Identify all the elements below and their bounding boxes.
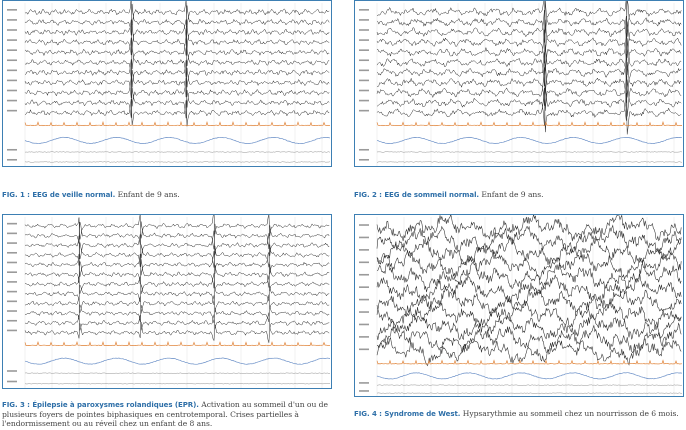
eeg-channel-trace: [377, 38, 681, 86]
eeg-channel-trace: [377, 67, 681, 116]
time-grid: [25, 217, 322, 388]
figure-number: FIG. 4 :: [354, 410, 382, 418]
channel-label: [7, 19, 17, 21]
channel-label: [359, 311, 369, 313]
auxiliary-trace: [25, 162, 330, 163]
respiration-trace: [25, 358, 330, 364]
channel-label: [7, 381, 17, 383]
eeg-channel-trace: [377, 20, 681, 64]
eeg-channel-trace: [25, 285, 329, 306]
channel-label: [7, 320, 17, 322]
auxiliary-trace: [377, 393, 682, 394]
eeg-channel-trace: [25, 4, 329, 37]
channel-label: [7, 149, 17, 151]
channel-label: [7, 370, 17, 372]
eeg-channel-trace: [25, 59, 329, 87]
time-grid: [377, 3, 674, 166]
eeg-channel-trace: [377, 274, 681, 303]
channel-label: [7, 310, 17, 312]
eeg-channel-trace: [377, 287, 681, 317]
channel-label: [359, 324, 369, 326]
channel-label: [7, 301, 17, 303]
channel-label: [359, 382, 369, 384]
eeg-traces-1: [3, 1, 332, 167]
caption-4: [354, 409, 684, 419]
ecg-trace: [25, 122, 330, 126]
caption-3: [2, 400, 336, 429]
eeg-panel-1: [2, 0, 332, 167]
figure-number: FIG. 1 :: [2, 191, 30, 199]
respiration-trace: [25, 137, 330, 144]
eeg-channel-trace: [25, 273, 329, 294]
eeg-channel-trace: [25, 20, 329, 49]
channel-label: [7, 233, 17, 235]
eeg-channel-trace: [25, 295, 329, 314]
channel-label: [7, 29, 17, 31]
figure-description: Enfant de 9 ans.: [481, 190, 544, 199]
channel-label: [7, 281, 17, 283]
channel-label: [7, 110, 17, 112]
auxiliary-trace: [25, 373, 330, 374]
eeg-channel-trace: [377, 88, 681, 134]
channel-label: [359, 100, 369, 102]
auxiliary-trace: [25, 152, 330, 153]
channel-label: [359, 90, 369, 92]
channel-label: [359, 19, 369, 21]
auxiliary-trace: [377, 152, 682, 153]
ecg-trace: [377, 122, 682, 126]
figure-description: Hypsarythmie au sommeil chez un nourrisson de 6 mois.: [462, 409, 679, 418]
channel-label: [359, 159, 369, 161]
channel-label: [7, 59, 17, 61]
channel-label: [7, 242, 17, 244]
channel-label: [359, 286, 369, 288]
eeg-panel-3: [2, 214, 332, 389]
channel-label: [359, 39, 369, 41]
channel-label: [359, 9, 369, 11]
respiration-trace: [377, 137, 682, 143]
channel-label: [359, 80, 369, 82]
channel-label: [7, 330, 17, 332]
eeg-channel-trace: [377, 80, 681, 126]
figure-title: Épilepsie à paroxysmes rolandiques (EPR).: [32, 401, 199, 409]
channel-label: [7, 39, 17, 41]
channel-label: [359, 149, 369, 151]
channel-label: [359, 59, 369, 61]
channel-label: [7, 252, 17, 254]
figure-number: FIG. 2 :: [354, 191, 382, 199]
channel-label: [359, 70, 369, 72]
channel-label: [7, 271, 17, 273]
eeg-panel-4: [354, 214, 684, 397]
caption-2: [354, 190, 684, 200]
channel-label: [359, 49, 369, 51]
channel-label: [359, 29, 369, 31]
auxiliary-trace: [377, 162, 682, 163]
channel-label: [359, 110, 369, 112]
channel-label: [7, 223, 17, 225]
figure-title: EEG de veille normal.: [32, 191, 116, 199]
eeg-channel-trace: [25, 305, 329, 323]
channel-label: [359, 336, 369, 338]
channel-label: [7, 100, 17, 102]
ecg-trace: [377, 361, 682, 365]
channel-label: [359, 249, 369, 251]
eeg-channel-trace: [377, 1, 681, 43]
auxiliary-trace: [25, 383, 330, 384]
channel-label: [359, 390, 369, 392]
channel-label: [7, 90, 17, 92]
figure-description: Activation au sommeil d'un ou de plusieurs foyers de pointes biphasiques en centrotemporal. Crises partielles à l'endormissement ou au réveil chez un enfant de 8 ans.: [2, 400, 328, 429]
time-grid: [25, 3, 322, 166]
auxiliary-trace: [377, 385, 682, 386]
channel-label: [7, 49, 17, 51]
channel-label: [359, 299, 369, 301]
time-grid: [377, 217, 674, 396]
channel-label: [359, 274, 369, 276]
caption-1: [2, 190, 332, 200]
eeg-channel-trace: [25, 99, 329, 126]
channel-label: [359, 224, 369, 226]
channel-label: [7, 9, 17, 11]
figure-description: Enfant de 9 ans.: [117, 190, 180, 199]
ecg-trace: [25, 342, 330, 346]
channel-label: [7, 291, 17, 293]
eeg-channel-trace: [25, 243, 329, 268]
channel-label: [7, 70, 17, 72]
channel-label: [359, 237, 369, 239]
eeg-traces-2: [355, 1, 684, 167]
eeg-channel-trace: [25, 259, 329, 288]
eeg-panel-2: [354, 0, 684, 167]
eeg-channel-trace: [377, 62, 681, 106]
channel-label: [359, 262, 369, 264]
channel-label: [7, 80, 17, 82]
figure-number: FIG. 3 :: [2, 401, 30, 409]
eeg-channel-trace: [25, 313, 329, 331]
channel-label: [7, 159, 17, 161]
channel-label: [7, 262, 17, 264]
eeg-channel-trace: [25, 78, 329, 108]
channel-label: [359, 349, 369, 351]
figure-title: EEG de sommeil normal.: [384, 191, 480, 199]
eeg-channel-trace: [25, 322, 329, 343]
eeg-channel-trace: [377, 52, 681, 97]
eeg-channel-trace: [377, 30, 681, 75]
eeg-channel-trace: [25, 251, 329, 277]
respiration-trace: [377, 373, 682, 379]
figure-title: Syndrome de West.: [384, 410, 461, 418]
eeg-traces-3: [3, 215, 332, 389]
eeg-traces-4: [355, 215, 684, 397]
